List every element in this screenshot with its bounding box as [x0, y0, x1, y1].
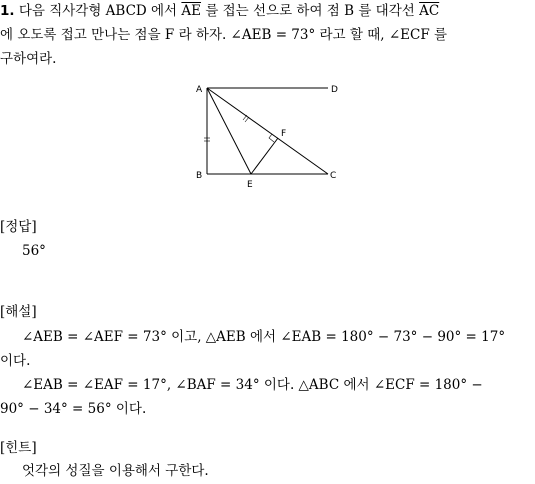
hint-header: [힌트] [0, 440, 37, 456]
segment-ef [251, 138, 278, 174]
explanation-line-4: 90° − 34° = 56° 이다. [0, 401, 147, 417]
label-a: A [196, 85, 203, 95]
problem-text-1a: 다음 직사각형 ABCD 에서 [18, 3, 178, 19]
label-c: C [330, 171, 337, 181]
segment-ae: $\overline{AE}$ [181, 3, 202, 19]
label-e: E [247, 180, 253, 190]
problem-text-1b: 를 접는 선으로 하여 점 B 를 대각선 [205, 3, 415, 19]
tick-mark-af [243, 115, 247, 120]
rectangle-figure [0, 0, 535, 200]
explanation-header: [해설] [0, 304, 37, 320]
fold-line-ae [207, 88, 251, 174]
label-f: F [281, 129, 287, 139]
problem-number: 1. [0, 3, 15, 19]
problem-line-3: 구하여라. [0, 51, 57, 67]
segment-ac: $\overline{AC}$ [419, 3, 440, 19]
diagonal-ac [207, 88, 328, 174]
explanation-line-3: ∠EAB = ∠EAF = 17°, ∠BAF = 34° 이다. △ABC 에서 ∠ECF = 180° − [22, 377, 483, 393]
problem-line-2: 에 오도록 접고 만나는 점을 F 라 하자. ∠AEB = 73° 라고 할 때, ∠ECF 를 [0, 27, 448, 43]
answer-value: 56° [22, 243, 46, 259]
label-b: B [196, 171, 203, 181]
hint-text: 엇각의 성질을 이용해서 구한다. [22, 463, 209, 479]
tick-mark-af-2 [245, 117, 249, 122]
explanation-line-2: 이다. [0, 353, 31, 369]
explanation-line-1: ∠AEB = ∠AEF = 73° 이고, △AEB 에서 ∠EAB = 180° − 73° − 90° = 17° [22, 329, 506, 345]
label-d: D [331, 85, 338, 95]
answer-header: [정답] [0, 219, 37, 235]
